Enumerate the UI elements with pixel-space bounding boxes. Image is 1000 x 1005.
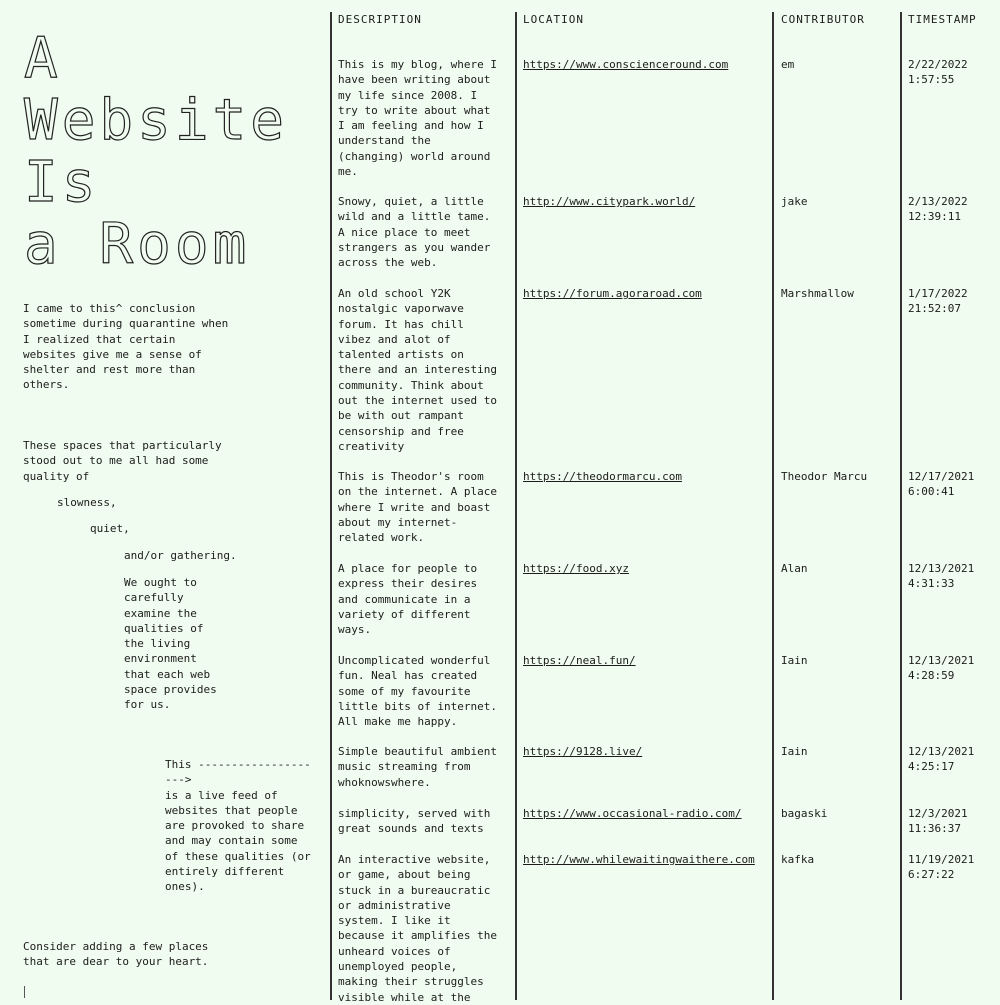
row-description: An interactive website, or game, about being stuck in a bureaucratic or administrative system. I like it because it amplifies the unheard voices of unemployed people, making their struggles visible while at the	[338, 853, 497, 1004]
row-timestamp: 12/13/2021 4:28:59	[908, 654, 975, 683]
header-description: DESCRIPTION	[338, 13, 422, 26]
row-location-link[interactable]: https://9128.live/	[523, 745, 643, 758]
row-location-link[interactable]: https://theodormarcu.com	[523, 470, 682, 483]
row-description: This is Theodor's room on the internet. A place where I write and boast about my internet- related work.	[338, 470, 497, 545]
row-contributor: Marshmallow	[781, 287, 854, 300]
row-description: simplicity, served with great sounds and texts	[338, 807, 491, 836]
row-location-link[interactable]: https://www.conscienceround.com	[523, 58, 729, 71]
title-line: a Room	[24, 212, 251, 277]
row-timestamp: 1/17/2022 21:52:07	[908, 287, 968, 316]
intro-panel	[0, 0, 330, 1000]
intro-paragraph-4: This ----------------- ---> is a live feed of websites that people are provoked to share and may contain some of these qualities (or entirely different ones).	[165, 758, 311, 894]
row-location-link[interactable]: https://neal.fun/	[523, 654, 636, 667]
column-divider	[772, 12, 774, 1000]
title-line: A	[24, 26, 62, 91]
row-location-link[interactable]: http://www.whilewaitingwaithere.com	[523, 853, 755, 866]
row-timestamp: 12/17/2021 6:00:41	[908, 470, 975, 499]
row-location-link[interactable]: https://www.occasional-radio.com/	[523, 807, 742, 820]
row-contributor: bagaski	[781, 807, 828, 820]
title-line: Website	[24, 88, 289, 153]
row-location-link[interactable]: http://www.citypark.world/	[523, 195, 696, 208]
row-description: A place for people to express their desires and communicate in a variety of different ways.	[338, 562, 478, 637]
column-divider	[515, 12, 517, 1000]
row-description: This is my blog, where I have been writing about my life since 2008. I try to write about what I am feeling and how I understand the (changing) world around me.	[338, 58, 497, 179]
column-divider	[330, 12, 332, 1000]
intro-paragraph-3: We ought to carefully examine the qualities of the living environment that each web space provides for us.	[124, 576, 217, 712]
row-timestamp: 12/3/2021 11:36:37	[908, 807, 968, 836]
row-description: An old school Y2K nostalgic vaporwave forum. It has chill vibez and alot of talented artists on there and an interesting community. Think about out the internet used to be with out rampant censorship and free creativity	[338, 287, 497, 453]
row-description: Snowy, quiet, a little wild and a little tame. A nice place to meet strangers as you wander across the web.	[338, 195, 491, 270]
row-contributor: jake	[781, 195, 808, 208]
intro-paragraph-1: I came to this^ conclusion sometime during quarantine when I realized that certain websites give me a sense of shelter and rest more than others.	[23, 302, 229, 392]
row-description: Uncomplicated wonderful fun. Neal has created some of my favourite little bits of internet. All make me happy.	[338, 654, 497, 729]
row-description: Simple beautiful ambient music streaming from whoknowswhere.	[338, 745, 497, 789]
intro-paragraph-5: Consider adding a few places that are dear to your heart.	[23, 940, 209, 969]
text-cursor[interactable]	[24, 986, 25, 998]
row-contributor: em	[781, 58, 795, 71]
row-location-link[interactable]: https://forum.agoraroad.com	[523, 287, 702, 300]
row-timestamp: 12/13/2021 4:25:17	[908, 745, 975, 774]
row-timestamp: 11/19/2021 6:27:22	[908, 853, 975, 882]
column-divider	[900, 12, 902, 1000]
row-timestamp: 2/13/2022 12:39:11	[908, 195, 968, 224]
row-contributor: kafka	[781, 853, 815, 866]
title-line: Is	[24, 150, 100, 215]
quality-quiet: quiet,	[90, 522, 130, 535]
row-contributor: Theodor Marcu	[781, 470, 868, 483]
quality-gathering: and/or gathering.	[124, 549, 237, 562]
row-location-link[interactable]: https://food.xyz	[523, 562, 629, 575]
site-title	[24, 28, 324, 276]
header-timestamp: TIMESTAMP	[908, 13, 977, 26]
row-contributor: Alan	[781, 562, 808, 575]
quality-slowness: slowness,	[57, 496, 117, 509]
intro-paragraph-2: These spaces that particularly stood out to me all had some quality of	[23, 439, 222, 483]
row-timestamp: 2/22/2022 1:57:55	[908, 58, 968, 87]
row-contributor: Iain	[781, 745, 808, 758]
row-contributor: Iain	[781, 654, 808, 667]
row-timestamp: 12/13/2021 4:31:33	[908, 562, 975, 591]
header-contributor: CONTRIBUTOR	[781, 13, 865, 26]
header-location: LOCATION	[523, 13, 584, 26]
